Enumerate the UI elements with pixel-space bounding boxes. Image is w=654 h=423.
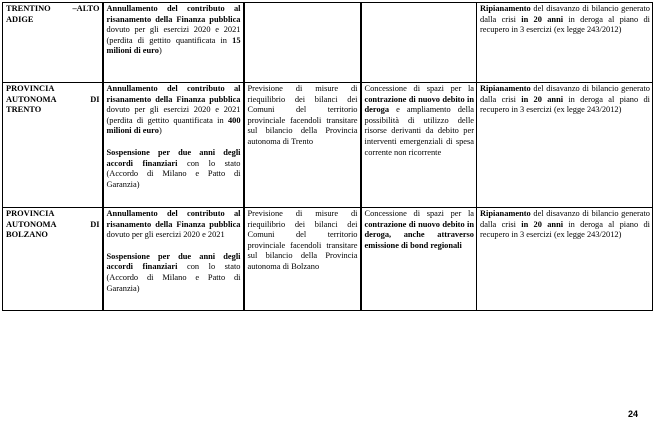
- deficit-measures-cell: Ripianamento del disavanzo di bilancio generato dalla crisi in 20 anni in deroga al piano di recupero in 3 esercizi (ex legge 243/2012): [477, 83, 653, 208]
- deficit-measures-cell: Ripianamento del disavanzo di bilancio generato dalla crisi in 20 anni in deroga al piano di recupero in 3 esercizi (ex legge 243/2012): [477, 208, 653, 311]
- suspension-paragraph: Sospensione per due anni degli accordi finanziari con lo stato (Accordo di Milano e Patto di Garanzia): [106, 147, 241, 189]
- finance-measures-cell: [103, 208, 244, 311]
- region-name: PROVINCIA AUTONOMA DI TRENTO: [3, 83, 103, 208]
- region-name: TRENTINO –ALTO ADIGE: [3, 3, 103, 83]
- finance-measures-cell: [103, 3, 244, 83]
- table-row: [3, 3, 653, 83]
- debt-measures-cell: [361, 3, 477, 83]
- municipal-measures-cell: Previsione di misure di riequilibrio dei bilanci dei Comuni del territorio provinciale facendoli transitare sul bilancio della Provincia autonoma di Bolzano: [244, 208, 361, 311]
- table-row: [3, 208, 653, 311]
- regions-table: [2, 2, 653, 311]
- debt-measures-cell: Concessione di spazi per la contrazione di nuovo debito in deroga e ampliamento della possibilità di utilizzo delle risorse derivanti da debito per interventi emergenziali di spesa corrente non ricorrente: [361, 83, 477, 208]
- municipal-measures-cell: [244, 3, 361, 83]
- debt-measures-cell: Concessione di spazi per la contrazione di nuovo debito in deroga, anche attraverso emissione di bond regionali: [361, 208, 477, 311]
- contribution-paragraph: Annullamento del contributo al risanamento della Finanza pubblica dovuto per gli esercizi 2020 e 2021 (perdita di gettito quantificata in 15 milioni di euro): [106, 4, 241, 56]
- contribution-paragraph: Annullamento del contributo al risanamento della Finanza pubblica dovuto per gli esercizi 2020 e 2021: [106, 209, 241, 240]
- deficit-measures-cell: Ripianamento del disavanzo di bilancio generato dalla crisi in 20 anni in deroga al piano di recupero in 3 esercizi (ex legge 243/2012): [477, 3, 653, 83]
- contribution-paragraph: Annullamento del contributo al risanamento della Finanza pubblica dovuto per gli esercizi 2020 e 2021 (perdita di gettito quantificata in 400 milioni di euro): [106, 84, 241, 136]
- municipal-measures-cell: Previsione di misure di riequilibrio dei bilanci dei Comuni del territorio provinciale facendoli transitare sul bilancio della Provincia autonoma di Trento: [244, 83, 361, 208]
- finance-measures-cell: [103, 83, 244, 208]
- suspension-paragraph: Sospensione per due anni degli accordi finanziari con lo stato (Accordo di Milano e Patto di Garanzia): [106, 251, 241, 293]
- table-row: [3, 83, 653, 208]
- page-number: 24: [628, 409, 639, 419]
- region-name: PROVINCIA AUTONOMA DI BOLZANO: [3, 208, 103, 311]
